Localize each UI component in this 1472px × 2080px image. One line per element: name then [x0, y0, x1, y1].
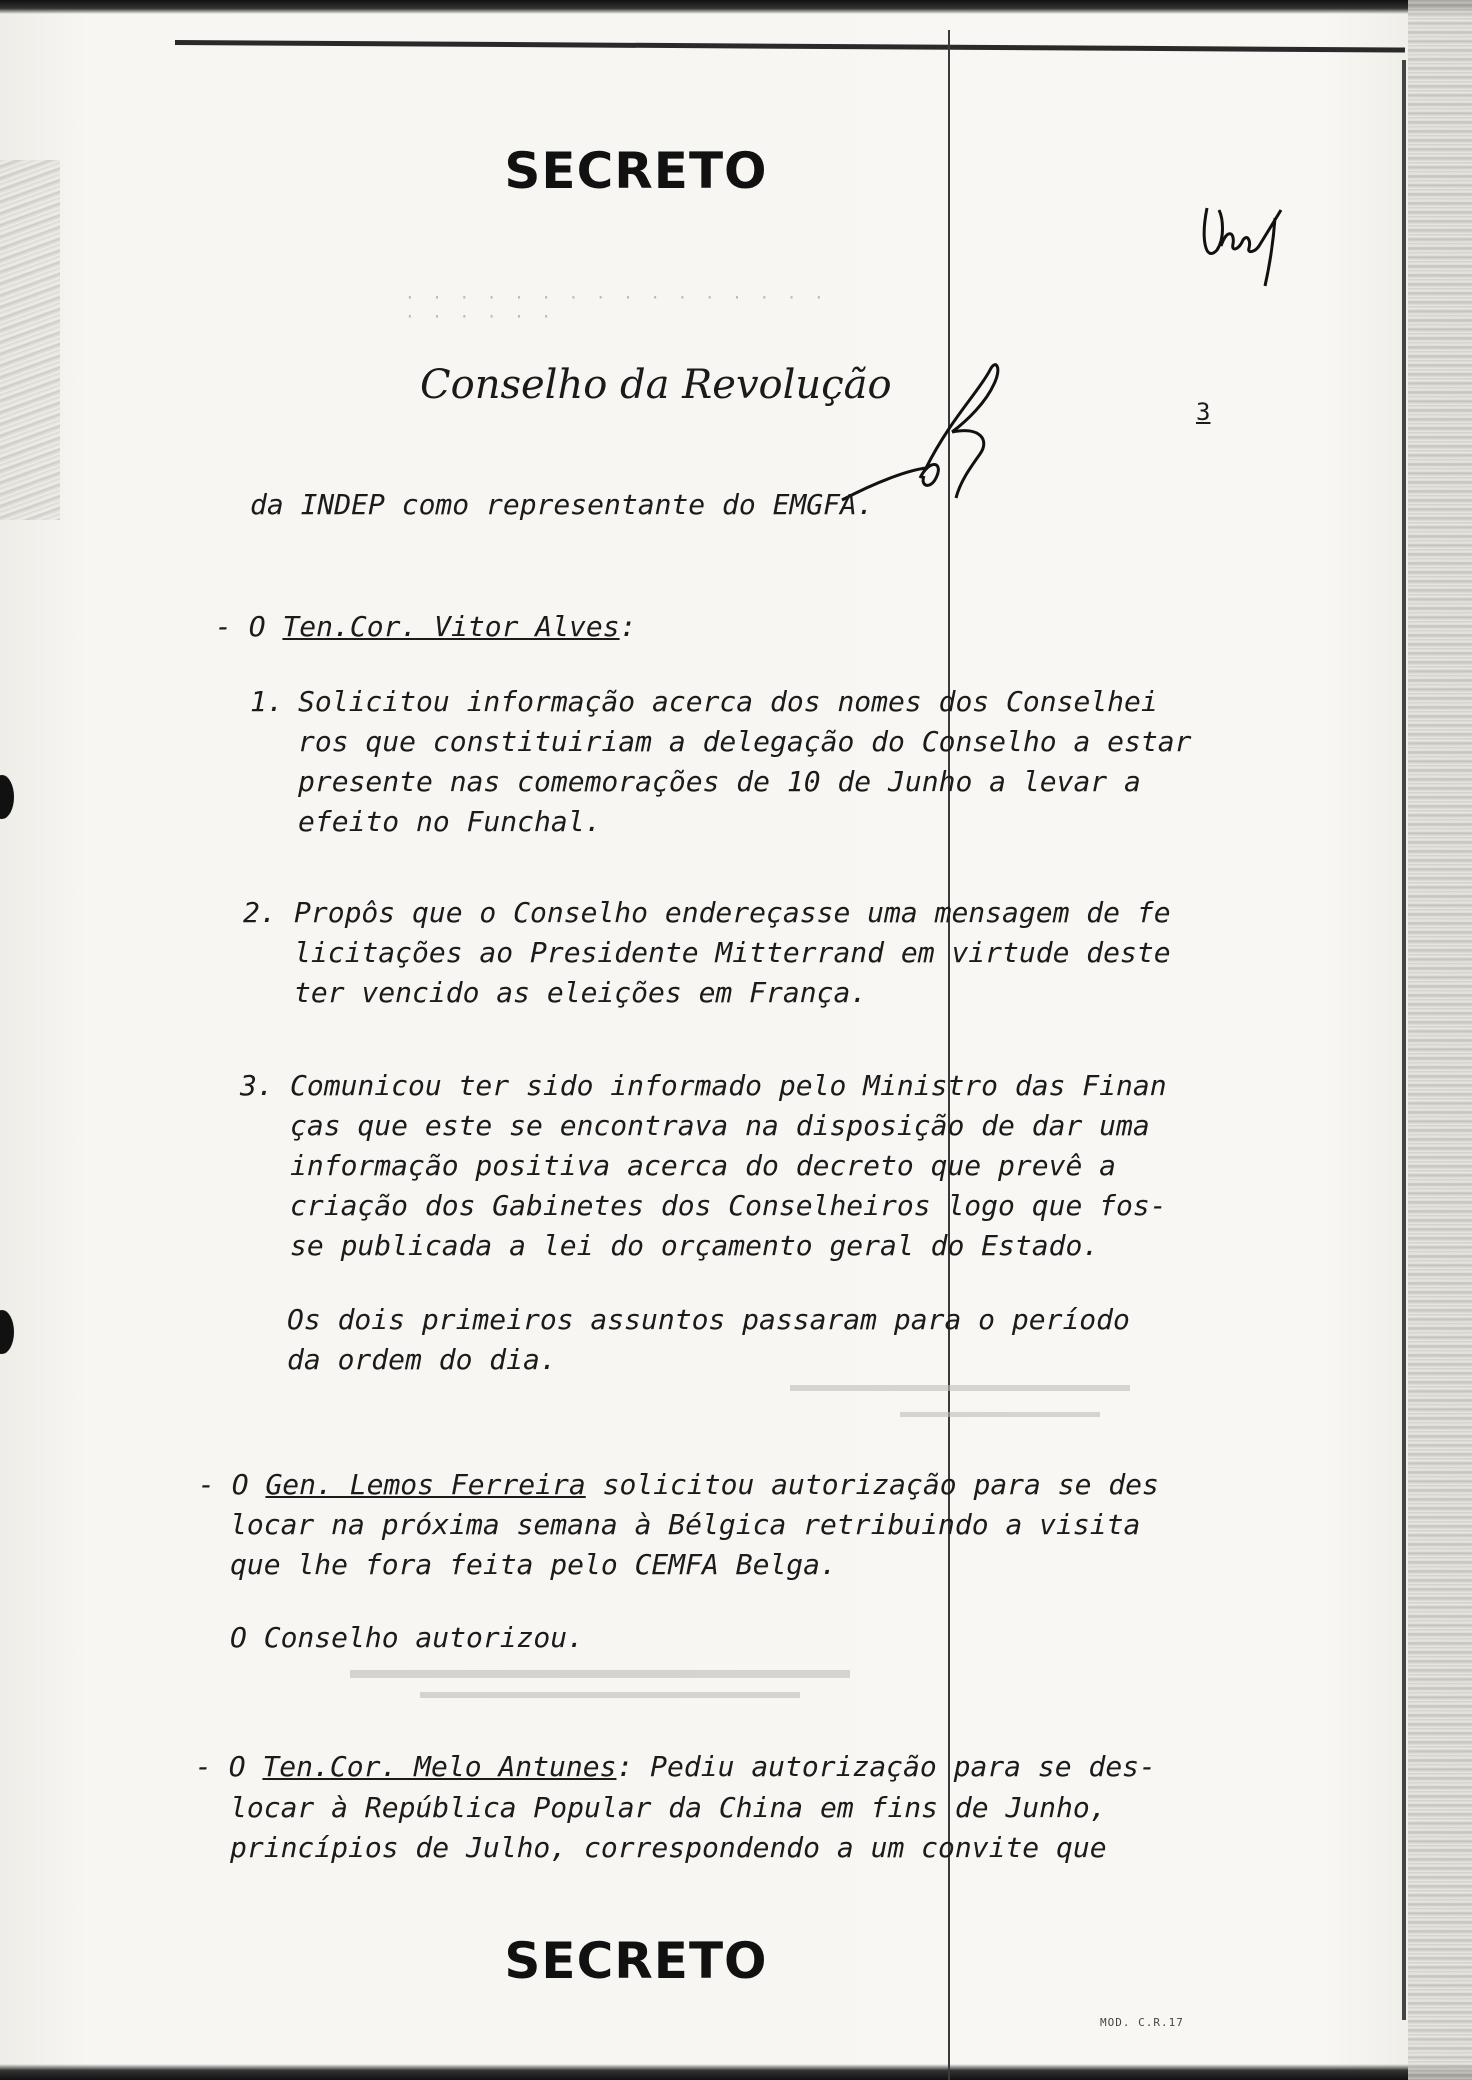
point-line: ros que constituiriam a delegação do Conselho a estar — [298, 725, 1192, 758]
agenda-item-2-line — [198, 1465, 1159, 1505]
classification-stamp-bottom: SECRETO — [504, 1932, 768, 1990]
heading-colon: : — [619, 610, 637, 643]
point-number: 1. — [250, 685, 284, 718]
speaker-vitor-alves: Ten.Cor. Vitor Alves — [282, 610, 620, 643]
scan-smudge — [900, 1412, 1100, 1417]
point-line: criação dos Gabinetes dos Conselheiros logo que fos- — [290, 1189, 1167, 1222]
item-line: princípios de Julho, correspondendo a um convite que — [230, 1831, 1107, 1864]
scan-edge-top — [0, 0, 1472, 14]
point-number: 3. — [240, 1069, 274, 1102]
form-code: MOD. C.R.17 — [1100, 2016, 1184, 2029]
scan-smudge — [790, 1385, 1130, 1391]
point-line: Propôs que o Conselho endereçasse uma mensagem de fe — [294, 896, 1171, 929]
scan-noise-right — [1408, 0, 1472, 2080]
scan-smudge — [350, 1670, 850, 1678]
agenda-item-3-line — [195, 1747, 1156, 1787]
item-line: locar na próxima semana à Bélgica retribuindo a visita — [230, 1508, 1141, 1541]
classification-stamp-top: SECRETO — [504, 142, 768, 200]
speaker-melo-antunes: Ten.Cor. Melo Antunes — [262, 1750, 617, 1783]
institution-heading: Conselho da Revolução — [420, 362, 892, 408]
point-line: informação positiva acerca do decreto que prevê a — [290, 1149, 1117, 1182]
page-number: 3 — [1196, 398, 1211, 426]
scan-smudge — [420, 1692, 800, 1698]
council-decision: O Conselho autorizou. — [230, 1621, 585, 1654]
point-line: Solicitou informação acerca dos nomes dos Conselhei — [298, 685, 1158, 718]
note-line: da ordem do dia. — [287, 1343, 557, 1376]
item-line: que lhe fora feita pelo CEMFA Belga. — [230, 1548, 837, 1581]
faded-letterhead: · · · · · · · · · · · · · · · · · · · · · · — [405, 288, 828, 326]
note-line: Os dois primeiros assuntos passaram para o período — [287, 1303, 1130, 1336]
agenda-item-1-heading — [215, 607, 636, 647]
point-line: presente nas comemorações de 10 de Junho a levar a — [298, 765, 1141, 798]
item-text: : Pediu autorização para se des- — [616, 1750, 1156, 1783]
item-dash: - O — [215, 610, 266, 643]
handwritten-rubric — [1195, 188, 1293, 288]
page-edge-right — [1402, 60, 1406, 2020]
point-line: licitações ao Presidente Mitterrand em virtude deste — [294, 936, 1171, 969]
scan-noise-left — [0, 160, 60, 520]
speaker-lemos-ferreira: Gen. Lemos Ferreira — [265, 1468, 586, 1501]
item-dash: - O — [195, 1750, 246, 1783]
scan-edge-bottom — [0, 2064, 1472, 2080]
point-number: 2. — [243, 896, 277, 929]
continuation-line: da INDEP como representante do EMGFA. — [250, 488, 874, 521]
point-line: ças que este se encontrava na disposição de dar uma — [290, 1109, 1150, 1142]
point-line: Comunicou ter sido informado pelo Ministro das Finan — [290, 1069, 1167, 1102]
point-line: ter vencido as eleições em França. — [294, 976, 868, 1009]
item-line: locar à República Popular da China em fins de Junho, — [230, 1791, 1107, 1824]
item-text: solicitou autorização para se des — [585, 1468, 1159, 1501]
item-dash: - O — [198, 1468, 249, 1501]
point-line: se publicada a lei do orçamento geral do Estado. — [290, 1229, 1100, 1262]
point-line: efeito no Funchal. — [298, 805, 602, 838]
